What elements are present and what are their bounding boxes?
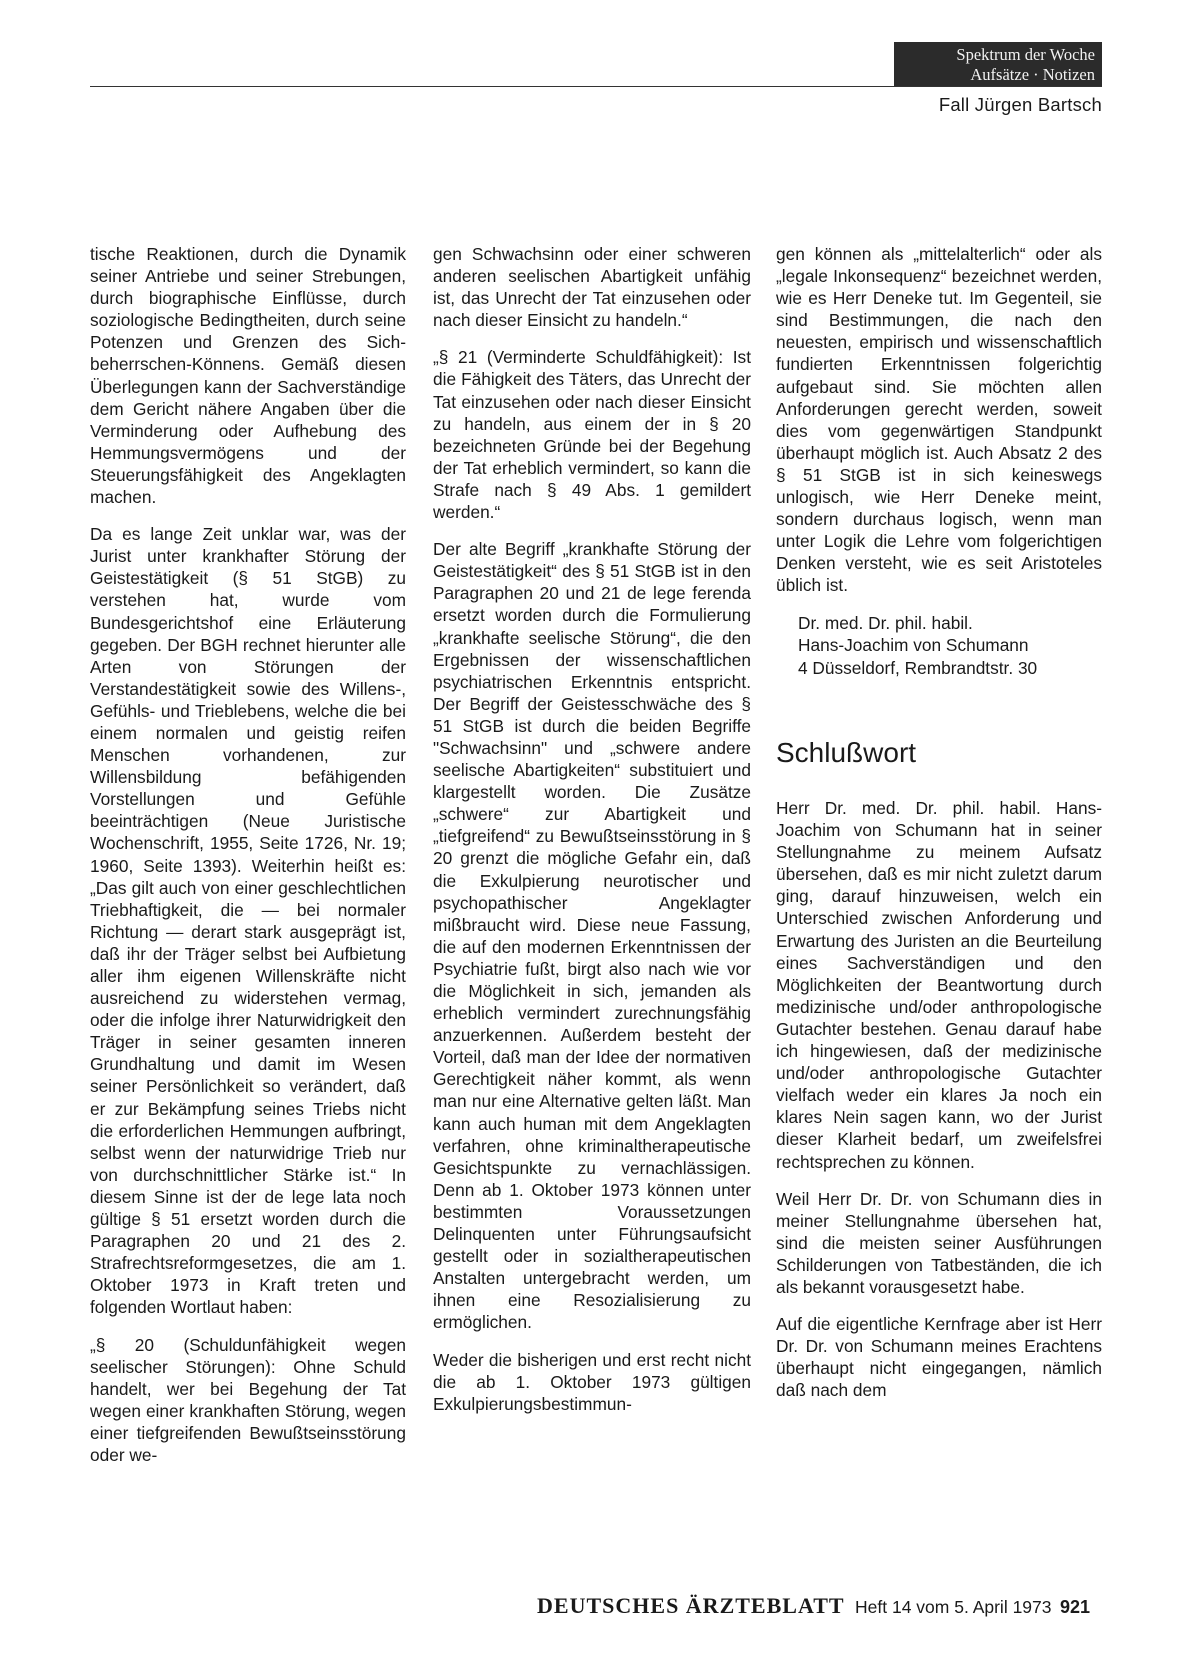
text-column-2 xyxy=(433,243,751,1430)
section-badge-line1: Spektrum der Woche xyxy=(956,45,1095,64)
running-head: Fall Jürgen Bartsch xyxy=(938,94,1102,115)
journal-name: DEUTSCHES ÄRZTEBLATT xyxy=(537,1593,845,1618)
paragraph: gen können als „mittelalterlich“ oder als „legale Inkonsequenz“ bezeichnet werden, wie es Herr Deneke tut. Im Gegenteil, sie sind Bestimmungen, die nach den neuesten, empirisch und wissenschaftlich fundierten Erkenntnissen folgerichtig aufgebaut sind. Sie möchten allen Anforderungen gerecht werden, soweit dies vom gegenwärtigen Standpunkt überhaupt möglich ist. Auch Absatz 2 des § 51 StGB ist in sich keineswegs unlogisch, wie Herr Deneke meint, sondern durchaus logisch, wenn man unter Logik die Lehre vom folgerichtigen Denken versteht, wie es seit Aristoteles üblich ist. xyxy=(776,244,1102,596)
paragraph: Weil Herr Dr. Dr. von Schumann dies in meiner Stellungnahme übersehen hat, sind die meisten seiner Ausführungen Schilderungen von Tatbeständen, die ich als bekannt vorausgesetzt habe. xyxy=(776,1188,1102,1297)
section-heading: Schlußwort xyxy=(776,737,917,768)
section-badge xyxy=(894,42,1102,86)
paragraph: Herr Dr. med. Dr. phil. habil. Hans-Joachim von Schumann hat in seiner Stellungnahme zu meinem Aufsatz übersehen, daß es mir nicht zuletzt darum ging, darauf hinzuweisen, welch ein Unterschied zwischen Anforderung und Erwartung des Juristen an die Beurteilung eines Sachverständigen und den Möglichkeiten der Beantwortung durch medizinische und/oder anthropologische Gutachter bestehen. Genau darauf habe ich hingewiesen, daß der medizinische und/oder anthropologische Gutachter vielfach weder ein klares Ja noch ein klares Nein sagen kann, wo der Jurist dieser Klarheit bedarf, um zweifelsfrei rechtsprechen zu können. xyxy=(776,798,1102,1172)
paragraph: Weder die bisherigen und erst recht nicht die ab 1. Oktober 1973 gültigen Exkulpierungsbestimmun- xyxy=(433,1349,751,1414)
paragraph: Der alte Begriff „krankhafte Störung der Geistestätigkeit“ des § 51 StGB ist in den Paragraphen 20 und 21 de lege ferenda ersetzt worden durch die Formulierung „krankhafte seelische Störung“, die den Ergebnissen der wissenschaftlichen psychiatrischen Erkenntnis entspricht. Der Begriff der Geistesschwäche des § 51 StGB ist durch die beiden Begriffe "Schwachsinn" und „schwere andere seelische Abartigkeiten“ substituiert und klargestellt worden. Die Zusätze „schwere“ zur Abartigkeit und „tiefgreifend“ zu Bewußtseinsstörung in § 20 grenzt die mögliche Gefahr ein, daß die Exkulpierung neurotischer und psychopathischer Angeklagter mißbraucht wird. Diese neue Fassung, die auf den modernen Erkenntnissen der Psychiatrie fußt, birgt also nach wie vor die Möglichkeit in sich, jemanden als erheblich vermindert zurechnungsfähig anzuerkennen. Außerdem besteht der Vorteil, daß man der Idee der normativen Gerechtigkeit näher kommt, als wenn man nur eine Alternative gelten läßt. Man kann auch human mit dem Angeklagten verfahren, ohne kriminaltherapeutische Gesichtspunkte zu vernachlässigen. Denn ab 1. Oktober 1973 können unter bestimmten Voraussetzungen Delinquenten unter Führungsaufsicht gestellt oder in sozialtherapeutischen Anstalten untergebracht werden, um ihnen eine Resozialisierung zu ermöglichen. xyxy=(433,539,751,1333)
page-number: 921 xyxy=(1059,1597,1090,1617)
text-column-1 xyxy=(90,243,406,1481)
author-signature xyxy=(798,612,1102,680)
paragraph: tische Reaktionen, durch die Dynamik seiner Antriebe und seiner Strebungen, durch biographische Einflüsse, durch soziologische Bedingtheiten, durch seine Potenzen und Grenzen des Sich-beherrschen-Könnens. Gemäß diesen Überlegungen kann der Sachverständige dem Gericht nähere Angaben über die Verminderung oder Aufhebung des Hemmungsvermögens und der Steuerungsfähigkeit des Angeklagten machen. xyxy=(90,244,406,508)
paragraph: „§ 21 (Verminderte Schuldfähigkeit): Ist die Fähigkeit des Täters, das Unrecht der Tat einzusehen oder nach dieser Einsicht zu handeln, aus einem der in § 20 bezeichneten Gründe bei der Begehung der Tat erheblich vermindert, so kann die Strafe nach § 49 Abs. 1 gemildert werden.“ xyxy=(433,347,751,523)
page-footer xyxy=(0,1593,1090,1619)
paragraph: „§ 20 (Schuldunfähigkeit wegen seelischer Störungen): Ohne Schuld handelt, wer bei Begehung der Tat wegen einer krankhaften Störung, wegen einer tiefgreifenden Bewußtseinsstörung oder we- xyxy=(90,1334,406,1465)
issue-info: Heft 14 vom 5. April 1973 xyxy=(855,1597,1052,1617)
section-badge-line2: Aufsätze · Notizen xyxy=(970,65,1095,84)
signature-address: 4 Düsseldorf, Rembrandtstr. 30 xyxy=(798,657,1038,678)
signature-name: Hans-Joachim von Schumann xyxy=(798,635,1029,655)
text-column-3 xyxy=(776,243,1102,1416)
signature-title: Dr. med. Dr. phil. habil. xyxy=(798,612,973,633)
paragraph: gen Schwachsinn oder einer schweren anderen seelischen Abartigkeit unfähig ist, das Unrecht der Tat einzusehen oder nach dieser Einsicht zu handeln.“ xyxy=(433,244,751,331)
paragraph: Da es lange Zeit unklar war, was der Jurist unter krankhafter Störung der Geistestätigkeit (§ 51 StGB) zu verstehen hat, wurde vom Bundesgerichtshof eine Erläuterung gegeben. Der BGH rechnet hierunter alle Arten von Störungen der Verstandestätigkeit sowie des Willens-, Gefühls- und Trieblebens, welche die bei einem normalen und geistig reifen Menschen vorhandenen, zur Willensbildung befähigenden Vorstellungen und Gefühle beeinträchtigen (Neue Juristische Wochenschrift, 1955, Seite 1726, Nr. 19; 1960, Seite 1393). Weiterhin heißt es: „Das gilt auch von einer geschlechtlichen Triebhaftigkeit, die — bei normaler Richtung — derart stark ausgeprägt ist, daß ihr der Träger selbst bei Aufbietung aller ihm eigenen Willenskräfte nicht ausreichend zu widerstehen vermag, oder die infolge ihrer Naturwidrigkeit den Träger in seiner gesamten inneren Grundhaltung und damit im Wesen seiner Persönlichkeit so verändert, daß er zur Bekämpfung seines Triebs nicht die erforderlichen Hemmungen aufbringt, selbst wenn der naturwidrige Trieb nur von durchschnittlicher Stärke ist.“ In diesem Sinne ist der de lege lata noch gültige § 51 ersetzt worden durch die Paragraphen 20 und 21 des 2. Strafrechtsreformgesetzes, die am 1. Oktober 1973 in Kraft treten und folgenden Wortlaut haben: xyxy=(90,524,406,1318)
paragraph: Auf die eigentliche Kernfrage aber ist Herr Dr. Dr. von Schumann meines Erachtens überhaupt nicht eingegangen, nämlich daß nach dem xyxy=(776,1314,1102,1401)
header-rule xyxy=(90,86,1102,87)
